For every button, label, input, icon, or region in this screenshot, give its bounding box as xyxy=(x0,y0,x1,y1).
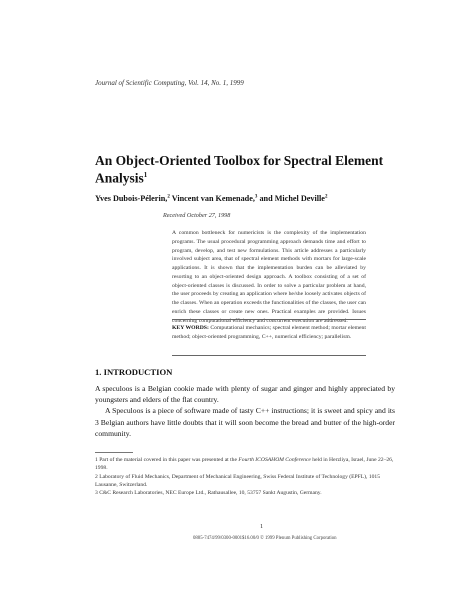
keywords-label: KEY WORDS: xyxy=(172,325,209,331)
footnote-1 xyxy=(95,456,395,473)
author-footnote-mark: 2 xyxy=(324,194,328,200)
footnote-rule xyxy=(95,452,133,453)
body-text xyxy=(95,383,395,439)
footnote-1-conference: Fourth ICOSAHOM Conference xyxy=(238,457,311,463)
footnotes xyxy=(95,456,395,497)
keywords-text: Computational mechanics; spectral element method; mortar element method; object-oriented programming, C++, numerical efficiency; parallelism. xyxy=(172,325,366,340)
paper-title xyxy=(95,153,415,186)
body-paragraph: A speculoos is a Belgian cookie made with plenty of sugar and ginger and highly appreciated by youngsters and elders of the flat country. xyxy=(95,384,395,405)
footnote-2: 2 Laboratory of Fluid Mechanics, Department of Mechanical Engineering, Swiss Federal Institute of Technology (EPFL), 1015 Lausanne, Switzerland. xyxy=(95,473,381,488)
journal-header: Journal of Scientific Computing, Vol. 14, No. 1, 1999 xyxy=(95,79,244,87)
author-footnote-mark: 3 xyxy=(254,194,258,200)
title-footnote-mark: 1 xyxy=(143,171,148,179)
received-date: Received October 27, 1998 xyxy=(163,212,231,219)
footnote-3: 3 C&C Research Laboratories, NEC Europe Ltd., Rathausallee, 10, 53757 Sankt Augustin, Germany. xyxy=(95,490,322,497)
footnote-1-pre: 1 Part of the material covered in this paper was presented at the xyxy=(95,457,237,463)
section-heading: 1. INTRODUCTION xyxy=(95,367,173,377)
copyright-line: 0885-7474/99/0300-0001$16.00/0 © 1999 Plenum Publishing Corporation xyxy=(193,536,337,541)
abstract: A common bottleneck for numericists is the complexity of the implementation programs. The usual procedural programming approach demands time and effort to program, develop, and test new formulations. This article addresses a particularly involved subject area, that of spectral element methods with mortars for large-scale applications. It is shown that the implementation burden can be alleviated by resorting to an object-oriented design approach. A toolbox consisting of a set of object-oriented classes is discussed. In order to solve a particular problem at hand, the user proceeds by creating an application where he/she loosely activates objects of the classes. When an operation exceeds the functionalities of the classes, the user can enrich these classes or create new ones. Practical examples are provided. Issues concerning computational efficiency and concurrent execution are addressed. xyxy=(172,230,366,324)
title-text: An Object-Oriented Toolbox for Spectral Element Analysis xyxy=(95,153,384,186)
keywords-block xyxy=(172,324,366,341)
author-name: Vincent van Kemenade, xyxy=(171,194,255,203)
body-paragraph: A Speculoos is a piece of software made of tasty C++ instructions; it is sweet and spicy and its 3 Belgian authors have little doubts that it will soon become the bread and butter of the high-order community. xyxy=(95,406,395,438)
author-footnote-mark: 2 xyxy=(167,194,170,200)
keywords-rule-bottom xyxy=(172,355,366,356)
footnote-1-post: held in Herzliya, Israel, June 22–26, 1998. xyxy=(95,457,394,472)
author-list xyxy=(95,194,415,203)
keywords-rule-top xyxy=(172,319,366,320)
page-number: 1 xyxy=(260,523,264,530)
author-name: and Michel Deville xyxy=(259,194,325,203)
author-name: Yves Dubois-Pélerin, xyxy=(95,194,168,203)
